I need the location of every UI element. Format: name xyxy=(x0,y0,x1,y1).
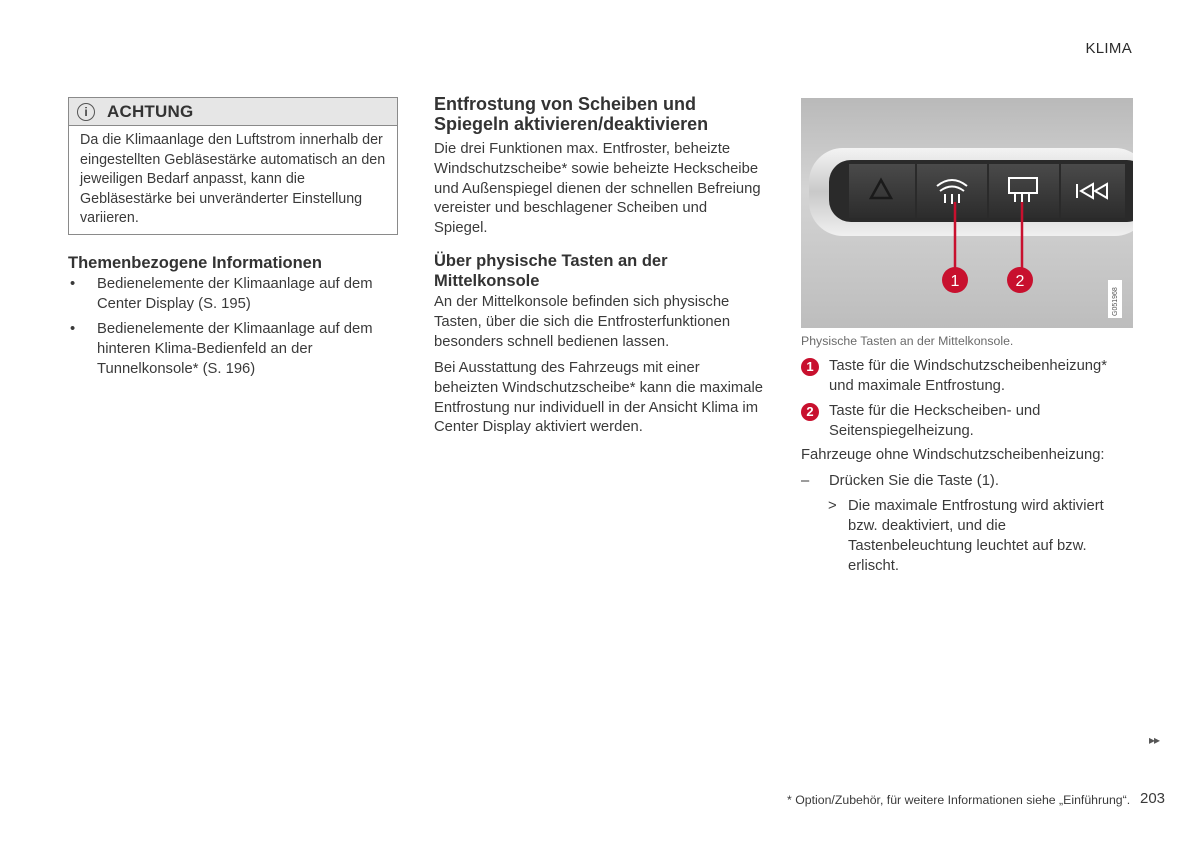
step-text: Drücken Sie die Taste (1). xyxy=(829,473,999,489)
procedure-result xyxy=(828,496,1128,576)
related-link-item[interactable] xyxy=(68,319,403,379)
procedure-step xyxy=(801,471,1133,491)
footnote: * Option/Zubehör, für weitere Informationen siehe „Einführung“. xyxy=(787,793,1131,807)
section-heading: Entfrostung von Scheiben und Spiegeln aktivieren/deaktivieren xyxy=(434,94,709,134)
figure-caption: Physische Tasten an der Mittelkonsole. xyxy=(801,334,1014,348)
info-icon: i xyxy=(77,103,95,121)
numbered-item xyxy=(801,401,1133,441)
procedure-intro: Fahrzeuge ohne Windschutzscheibenheizung: xyxy=(801,447,1105,463)
numbered-item-text: Taste für die Windschutzscheibenheizung* und maximale Entfrostung. xyxy=(829,358,1108,394)
bullet: • xyxy=(70,276,76,292)
warning-text: Da die Klimaanlage den Luftstrom innerhalb der eingestellten Gebläsestärke automatisch an den jeweiligen Bedarf anpasst, kann die Gebläsestärke bei unveränderter Einstellung variieren. xyxy=(80,132,386,227)
svg-text:2: 2 xyxy=(1015,273,1025,290)
intro-paragraph: Die drei Funktionen max. Entfroster, beheizte Windschutzscheibe* sowie beheizte Heckscheibe und Außenspiegel dienen der schnellen Befreiung vereister und beschlagener Scheiben und Spiegel. xyxy=(434,141,761,237)
related-link-text[interactable]: Bedienelemente der Klimaanlage auf dem hinteren Klima-Bedienfeld an der Tunnelkonsole* (S. 196) xyxy=(97,321,373,377)
paragraph: Bei Ausstattung des Fahrzeugs mit einer beheizten Windschutzscheibe* kann die maximale Entfrostung nur individuell in der Ansicht Klima im Center Display aktiviert werden. xyxy=(434,360,763,436)
callout-2 xyxy=(1007,267,1033,293)
numbered-item-text: Taste für die Heckscheiben- und Seitenspiegelheizung. xyxy=(829,403,1041,439)
rear-defrost-button xyxy=(989,164,1059,218)
warning-box xyxy=(68,97,398,235)
page-number: 203 xyxy=(1140,790,1166,807)
callout-1 xyxy=(942,267,968,293)
console-buttons-photo xyxy=(801,98,1133,328)
related-info-list xyxy=(68,274,403,384)
front-defrost-button xyxy=(917,164,987,218)
svg-text:1: 1 xyxy=(950,273,960,290)
number-badge: 1 xyxy=(801,358,819,376)
paragraph: An der Mittelkonsole befinden sich physische Tasten, über die sich die Entfrosterfunktionen besonders schnell bedienen lassen. xyxy=(434,294,731,350)
section-title: KLIMA xyxy=(1085,40,1132,57)
warning-header xyxy=(69,98,397,126)
related-info-title: Themenbezogene Informationen xyxy=(68,254,322,272)
image-code: G051968 xyxy=(1112,287,1119,316)
subsection-heading: Über physische Tasten an der Mittelkonsole xyxy=(434,252,668,290)
result-text: Die maximale Entfrostung wird aktiviert bzw. deaktiviert, und die Tastenbeleuchtung leuchtet auf bzw. erlischt. xyxy=(848,498,1104,574)
step-dash: – xyxy=(801,473,810,489)
related-link-item[interactable] xyxy=(68,274,403,314)
number-badge: 2 xyxy=(801,403,819,421)
warning-title: ACHTUNG xyxy=(107,101,194,121)
result-arrow: > xyxy=(828,498,837,514)
related-link-text[interactable]: Bedienelemente der Klimaanlage auf dem Center Display (S. 195) xyxy=(97,276,373,312)
numbered-item xyxy=(801,356,1133,396)
continue-arrows-icon: ▸▸ xyxy=(1149,733,1160,747)
hazard-button xyxy=(849,164,915,218)
bullet: • xyxy=(70,321,76,337)
previous-track-button xyxy=(1061,164,1125,218)
